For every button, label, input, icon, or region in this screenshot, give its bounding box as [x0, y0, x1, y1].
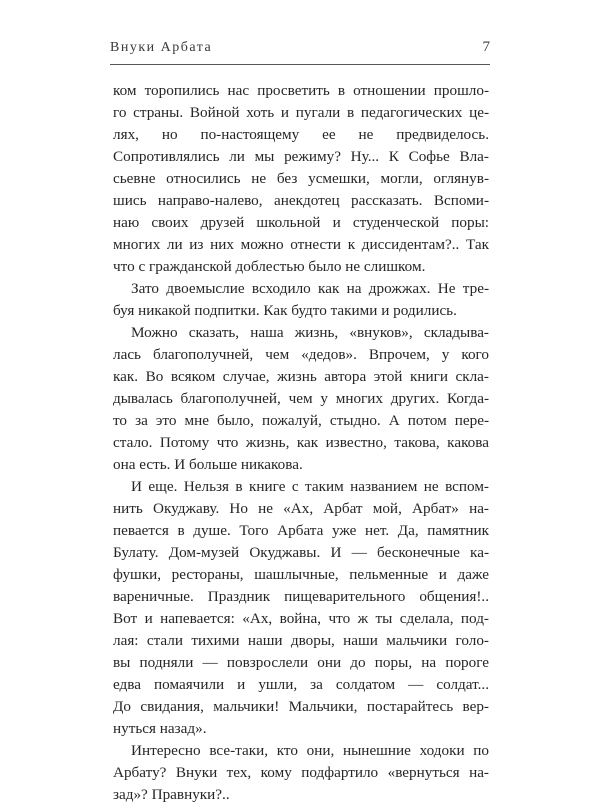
text-line: Можно сказать, наша жизнь, «внуков», складыва-: [131, 324, 489, 341]
text-line: Интересно все-таки, кто они, нынешние ходоки по: [131, 742, 489, 759]
text-line: вареничные. Праздник пищеварительного общения!..: [113, 588, 489, 605]
paragraph: [113, 80, 489, 278]
text-line: что с гражданской доблестью было не слишком.: [113, 258, 426, 275]
text-line: нить Окуджаву. Но не «Ах, Арбат мой, Арбат» на-: [113, 500, 489, 517]
text-line: многих ли из них можно отнести к диссидентам?.. Так: [113, 236, 489, 253]
text-line: ком торопились нас просветить в отношении прошло-: [113, 82, 489, 99]
paragraph: [113, 476, 489, 740]
header-rule: [110, 64, 490, 65]
text-line: певается в душе. Того Арбата уже нет. Да, памятник: [113, 522, 489, 539]
text-line: Булату. Дом-музей Окуджавы. И — бесконечные ка-: [113, 544, 489, 561]
text-line: дывалась благополучней, чем у многих других. Когда-: [113, 390, 489, 407]
text-line: лях, но по-настоящему ее не предвиделось.: [113, 126, 489, 143]
text-line: зад»? Правнуки?..: [113, 786, 230, 803]
page-number: 7: [482, 39, 490, 55]
running-title: Внуки Арбата: [110, 40, 213, 55]
text-line: стало. Потому что жизнь, как известно, такова, какова: [113, 434, 489, 451]
text-line: буя никакой подпитки. Как будто такими и родились.: [113, 302, 457, 319]
text-line: вы подняли — повзрослели они до поры, на пороге: [113, 654, 489, 671]
page-header: [110, 40, 490, 64]
text-line: сьевне относились не без усмешки, могли, оглянув-: [113, 170, 489, 187]
text-line: Сопротивлялись ли мы режиму? Ну... К Софье Вла-: [113, 148, 489, 165]
text-line: то за это мне было, пожалуй, стыдно. А потом пере-: [113, 412, 489, 429]
paragraph: [113, 278, 489, 322]
text-line: она есть. И больше никакова.: [113, 456, 303, 473]
body-text: [113, 80, 489, 806]
text-line: лая: стали тихими наши дворы, наши мальчики голо-: [113, 632, 489, 649]
paragraph: [113, 322, 489, 476]
text-line: Арбату? Внуки тех, кому подфартило «вернуться на-: [113, 764, 489, 781]
text-line: фушки, рестораны, шашлычные, пельменные и даже: [113, 566, 489, 583]
text-line: как. Во всяком случае, жизнь автора этой книги скла-: [113, 368, 489, 385]
text-line: нуться назад».: [113, 720, 207, 737]
text-line: лась благополучней, чем «дедов». Впрочем, у кого: [113, 346, 489, 363]
text-line: наю своих друзей школьной и студенческой поры:: [113, 214, 489, 231]
text-line: Зато двоемыслие всходило как на дрожжах. Не тре-: [131, 280, 489, 297]
text-line: И еще. Нельзя в книге с таким названием не вспом-: [131, 478, 489, 495]
text-line: едва помаячили и ушли, за солдатом — солдат...: [113, 676, 489, 693]
text-line: го страны. Войной хоть и пугали в педагогических це-: [113, 104, 489, 121]
text-line: До свидания, мальчики! Мальчики, постарайтесь вер-: [113, 698, 489, 715]
text-line: Вот и напевается: «Ах, война, что ж ты сделала, под-: [113, 610, 489, 627]
text-line: шись направо-налево, анекдотец рассказать. Вспоми-: [113, 192, 489, 209]
